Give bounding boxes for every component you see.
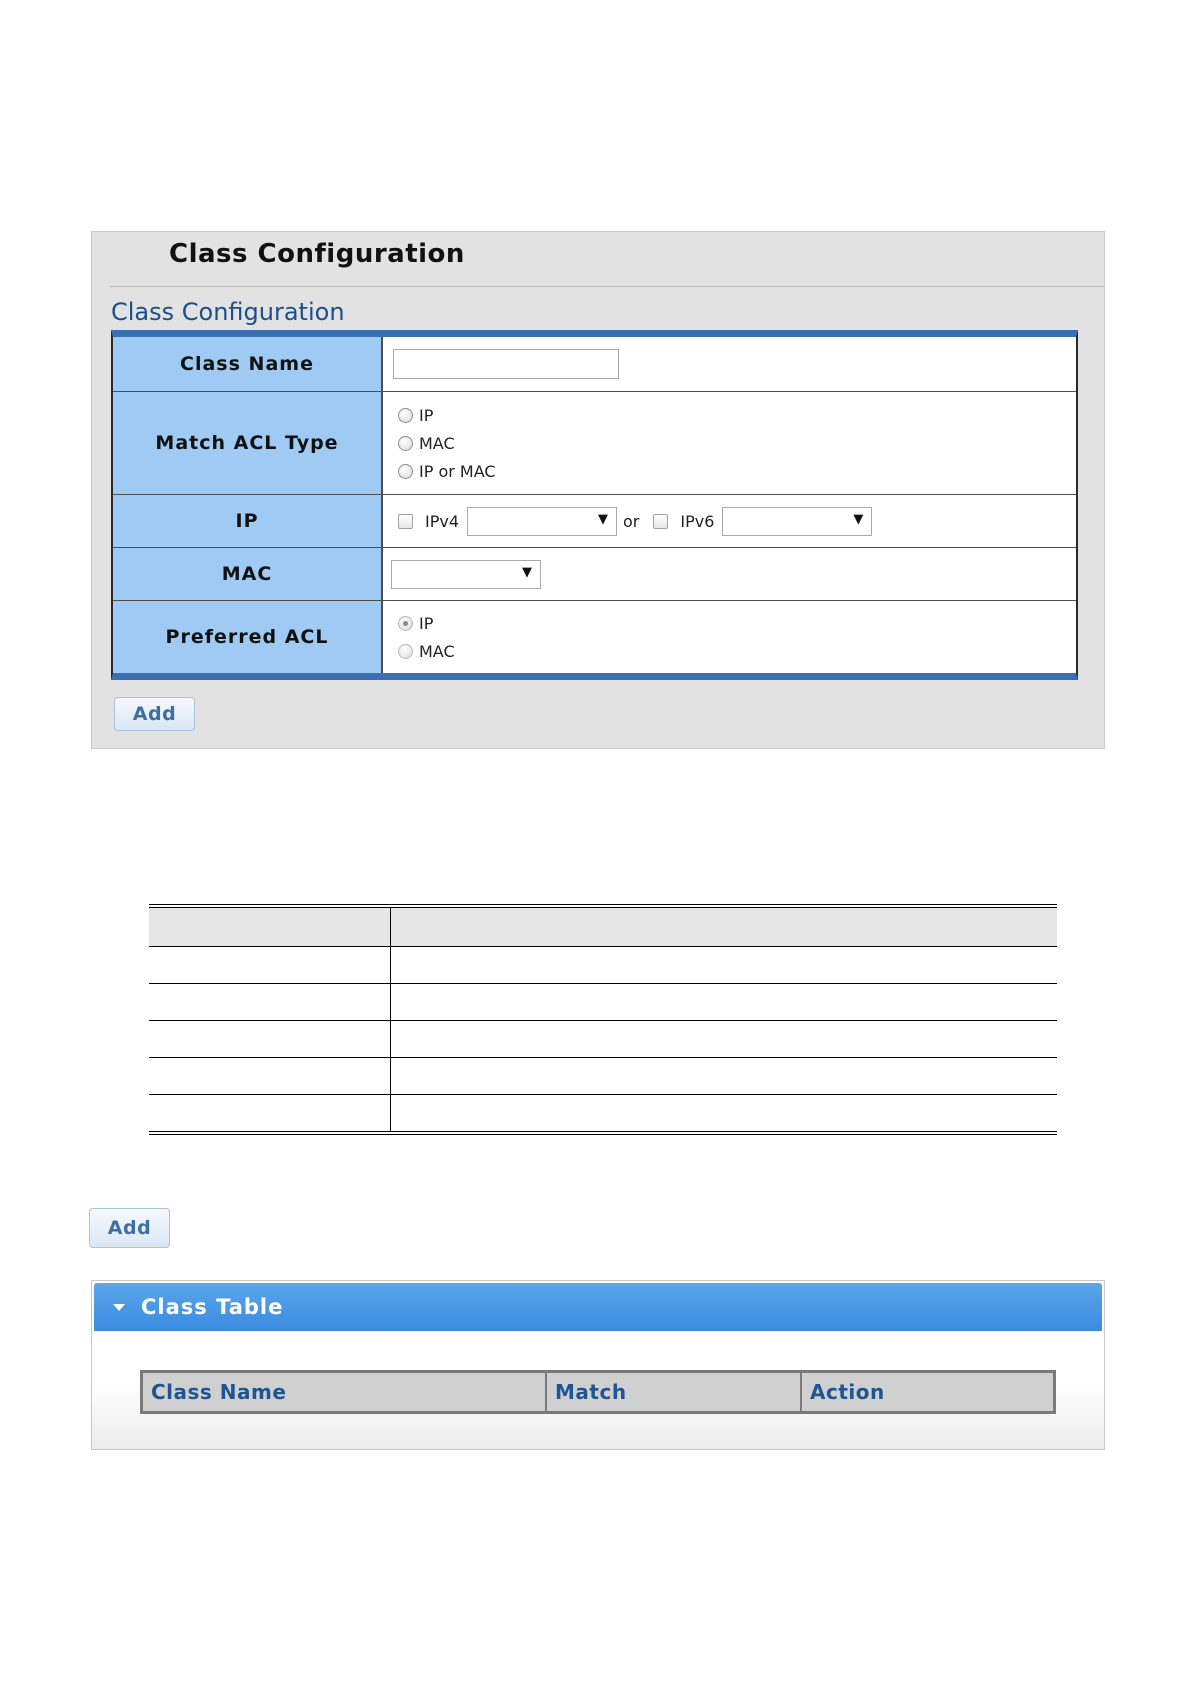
match-acl-type-cell xyxy=(383,392,1076,494)
radio-ip-or-mac-icon[interactable] xyxy=(398,464,413,479)
radio-mac-icon[interactable] xyxy=(398,436,413,451)
class-table xyxy=(140,1370,1056,1414)
radio-ip-label: IP xyxy=(419,405,434,425)
radio-preferred-mac-icon[interactable] xyxy=(398,644,413,659)
radio-ip-icon[interactable] xyxy=(398,408,413,423)
column-header-action: Action xyxy=(800,1373,1053,1411)
add-button[interactable]: Add xyxy=(114,697,195,731)
collapse-caret-icon[interactable] xyxy=(113,1304,125,1311)
class-configuration-panel xyxy=(91,231,1105,749)
ipv4-acl-select[interactable] xyxy=(467,507,617,536)
table-cell xyxy=(391,947,1057,983)
column-header-class-name: Class Name xyxy=(151,1380,287,1404)
table-cell xyxy=(149,984,391,1020)
table-row xyxy=(149,1021,1057,1058)
radio-option-ip-or-mac[interactable] xyxy=(393,457,1076,485)
radio-ip-or-mac-label: IP or MAC xyxy=(419,461,496,481)
standalone-add-button[interactable]: Add xyxy=(89,1208,170,1248)
description-table xyxy=(149,904,1057,1135)
class-name-input[interactable] xyxy=(393,349,619,379)
preferred-option-ip[interactable] xyxy=(393,609,1076,637)
table-cell xyxy=(391,1021,1057,1057)
table-cell xyxy=(149,947,391,983)
row-match-acl-type xyxy=(113,392,1076,495)
table-cell xyxy=(149,1021,391,1057)
row-mac xyxy=(113,548,1076,601)
table-cell xyxy=(391,984,1057,1020)
class-name-cell xyxy=(383,337,1076,391)
table-row xyxy=(149,984,1057,1021)
ipv6-label: IPv6 xyxy=(680,511,715,531)
header-cell xyxy=(391,908,1057,946)
radio-preferred-ip-icon[interactable] xyxy=(398,616,413,631)
preferred-ip-label: IP xyxy=(419,613,434,633)
header-cell xyxy=(149,908,391,946)
class-config-form xyxy=(111,330,1078,680)
mac-label: MAC xyxy=(113,548,383,600)
dropdown-arrow-icon: ▼ xyxy=(522,564,532,580)
table-cell xyxy=(391,1095,1057,1131)
panel-title: Class Configuration xyxy=(169,239,465,269)
table-row xyxy=(149,947,1057,984)
mac-cell xyxy=(383,548,1076,600)
table-row xyxy=(149,1058,1057,1095)
ipv4-label: IPv4 xyxy=(425,511,460,531)
ip-cell xyxy=(383,495,1076,547)
mac-acl-select[interactable] xyxy=(391,560,541,589)
dropdown-arrow-icon: ▼ xyxy=(598,511,609,527)
preferred-acl-cell xyxy=(383,601,1076,673)
ipv6-acl-select[interactable] xyxy=(722,507,872,536)
class-table-header[interactable] xyxy=(94,1283,1102,1331)
description-table-header xyxy=(149,908,1057,947)
section-subtitle: Class Configuration xyxy=(111,298,345,326)
class-table-panel xyxy=(91,1280,1105,1450)
row-preferred-acl xyxy=(113,601,1076,673)
row-class-name xyxy=(113,337,1076,392)
ip-label: IP xyxy=(113,495,383,547)
table-row xyxy=(149,1095,1057,1131)
radio-mac-label: MAC xyxy=(419,433,455,453)
radio-option-ip[interactable] xyxy=(393,401,1076,429)
or-label: or xyxy=(623,511,640,531)
ipv6-checkbox[interactable] xyxy=(653,514,668,529)
row-ip xyxy=(113,495,1076,548)
preferred-mac-label: MAC xyxy=(419,641,455,661)
dropdown-arrow-icon: ▼ xyxy=(853,511,864,527)
ipv4-checkbox[interactable] xyxy=(398,514,413,529)
title-separator xyxy=(110,286,1104,287)
class-table-title: Class Table xyxy=(141,1295,284,1319)
class-name-label: Class Name xyxy=(113,337,383,391)
column-header-match: Match xyxy=(545,1373,800,1411)
table-cell xyxy=(149,1095,391,1131)
radio-option-mac[interactable] xyxy=(393,429,1076,457)
table-cell xyxy=(149,1058,391,1094)
match-acl-type-label: Match ACL Type xyxy=(113,392,383,494)
table-cell xyxy=(391,1058,1057,1094)
preferred-option-mac[interactable] xyxy=(393,637,1076,665)
preferred-acl-label: Preferred ACL xyxy=(113,601,383,673)
